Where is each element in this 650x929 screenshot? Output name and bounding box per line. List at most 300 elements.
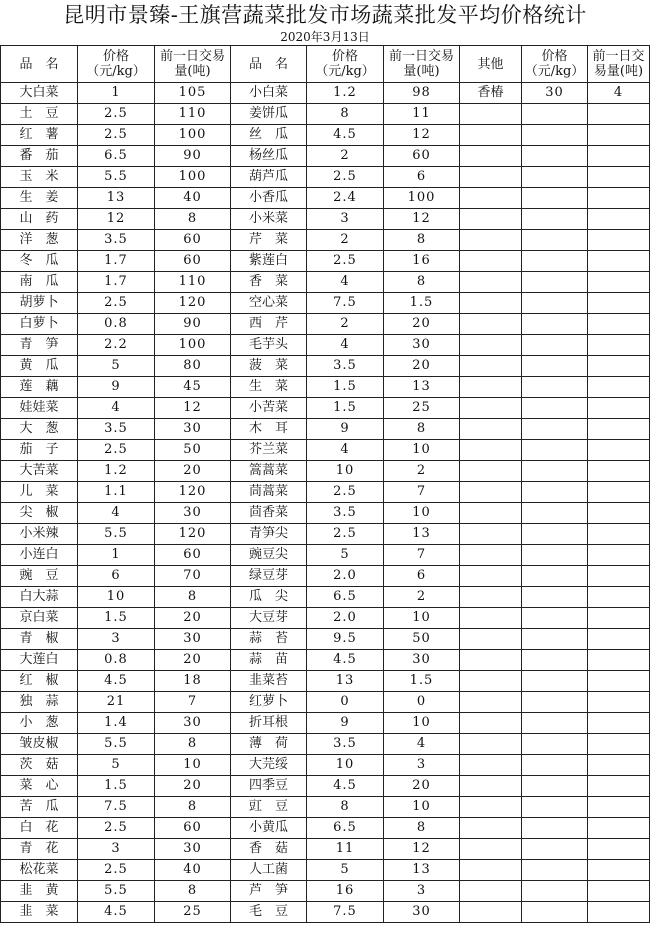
vegetable-price-cell: 0.8 bbox=[78, 650, 155, 671]
vegetable-volume-cell: 8 bbox=[384, 419, 460, 440]
other-name-cell bbox=[460, 545, 522, 566]
other-name-cell bbox=[460, 125, 522, 146]
vegetable-volume-cell: 25 bbox=[155, 902, 231, 923]
other-name-cell bbox=[460, 734, 522, 755]
table-row bbox=[1, 83, 650, 104]
vegetable-name-cell: 番 茄 bbox=[1, 146, 78, 167]
other-price-cell bbox=[522, 356, 588, 377]
vegetable-price-cell: 1.2 bbox=[307, 83, 384, 104]
other-price-cell bbox=[522, 608, 588, 629]
vegetable-price-cell: 3 bbox=[78, 839, 155, 860]
vegetable-volume-cell: 40 bbox=[155, 860, 231, 881]
vegetable-price-cell: 7.5 bbox=[307, 293, 384, 314]
vegetable-name-cell: 青笋尖 bbox=[231, 524, 307, 545]
other-volume-cell bbox=[588, 881, 650, 902]
other-price-cell bbox=[522, 167, 588, 188]
vegetable-volume-cell: 16 bbox=[384, 251, 460, 272]
other-price-cell bbox=[522, 671, 588, 692]
vegetable-price-cell: 1.5 bbox=[78, 776, 155, 797]
other-price-cell bbox=[522, 251, 588, 272]
vegetable-volume-cell: 7 bbox=[155, 692, 231, 713]
vegetable-price-cell: 6.5 bbox=[307, 818, 384, 839]
table-row bbox=[1, 419, 650, 440]
header-price-1: 价格（元/kg） bbox=[78, 46, 155, 83]
vegetable-volume-cell: 60 bbox=[384, 146, 460, 167]
vegetable-name-cell: 皱皮椒 bbox=[1, 734, 78, 755]
vegetable-volume-cell: 30 bbox=[384, 335, 460, 356]
other-price-cell bbox=[522, 419, 588, 440]
table-row bbox=[1, 314, 650, 335]
vegetable-volume-cell: 8 bbox=[155, 209, 231, 230]
other-name-cell bbox=[460, 482, 522, 503]
other-name-cell bbox=[460, 335, 522, 356]
vegetable-volume-cell: 90 bbox=[155, 146, 231, 167]
report-title: 昆明市景臻-王旗营蔬菜批发市场蔬菜批发平均价格统计 bbox=[63, 3, 587, 27]
vegetable-volume-cell: 18 bbox=[155, 671, 231, 692]
other-price-cell bbox=[522, 587, 588, 608]
other-price-cell bbox=[522, 377, 588, 398]
vegetable-price-cell: 2.4 bbox=[307, 188, 384, 209]
vegetable-volume-cell: 12 bbox=[384, 839, 460, 860]
vegetable-price-cell: 8 bbox=[307, 797, 384, 818]
vegetable-name-cell: 山 药 bbox=[1, 209, 78, 230]
vegetable-price-cell: 6.5 bbox=[78, 146, 155, 167]
vegetable-volume-cell: 2 bbox=[384, 587, 460, 608]
vegetable-volume-cell: 8 bbox=[155, 881, 231, 902]
vegetable-volume-cell: 1.5 bbox=[384, 671, 460, 692]
vegetable-price-cell: 1.5 bbox=[78, 608, 155, 629]
vegetable-name-cell: 香 菜 bbox=[231, 272, 307, 293]
vegetable-name-cell: 小黄瓜 bbox=[231, 818, 307, 839]
other-volume-cell bbox=[588, 146, 650, 167]
other-name-cell bbox=[460, 671, 522, 692]
vegetable-volume-cell: 30 bbox=[155, 629, 231, 650]
other-name-cell bbox=[460, 398, 522, 419]
vegetable-name-cell: 菜 心 bbox=[1, 776, 78, 797]
vegetable-volume-cell: 20 bbox=[155, 650, 231, 671]
vegetable-volume-cell: 6 bbox=[384, 566, 460, 587]
table-body bbox=[1, 83, 650, 923]
vegetable-price-cell: 2.5 bbox=[78, 125, 155, 146]
other-volume-cell bbox=[588, 503, 650, 524]
vegetable-price-cell: 3.5 bbox=[307, 503, 384, 524]
vegetable-price-cell: 21 bbox=[78, 692, 155, 713]
vegetable-volume-cell: 20 bbox=[155, 776, 231, 797]
vegetable-name-cell: 豇 豆 bbox=[231, 797, 307, 818]
vegetable-price-cell: 9 bbox=[307, 713, 384, 734]
table-row bbox=[1, 608, 650, 629]
vegetable-volume-cell: 13 bbox=[384, 524, 460, 545]
table-row bbox=[1, 881, 650, 902]
vegetable-volume-cell: 1.5 bbox=[384, 293, 460, 314]
other-price-cell bbox=[522, 755, 588, 776]
vegetable-volume-cell: 120 bbox=[155, 482, 231, 503]
vegetable-name-cell: 韭菜苔 bbox=[231, 671, 307, 692]
vegetable-name-cell: 豌 豆 bbox=[1, 566, 78, 587]
vegetable-name-cell: 茨 菇 bbox=[1, 755, 78, 776]
vegetable-name-cell: 小苦菜 bbox=[231, 398, 307, 419]
table-row bbox=[1, 251, 650, 272]
table-row bbox=[1, 629, 650, 650]
vegetable-volume-cell: 110 bbox=[155, 104, 231, 125]
vegetable-price-cell: 13 bbox=[307, 671, 384, 692]
header-name-3: 其他 bbox=[460, 46, 522, 83]
other-price-cell bbox=[522, 104, 588, 125]
vegetable-price-cell: 4.5 bbox=[307, 125, 384, 146]
table-row bbox=[1, 398, 650, 419]
other-price-cell bbox=[522, 692, 588, 713]
vegetable-volume-cell: 0 bbox=[384, 692, 460, 713]
other-volume-cell bbox=[588, 713, 650, 734]
vegetable-name-cell: 人工菌 bbox=[231, 860, 307, 881]
table-row bbox=[1, 482, 650, 503]
other-volume-cell bbox=[588, 251, 650, 272]
table-row bbox=[1, 860, 650, 881]
other-volume-cell: 4 bbox=[588, 83, 650, 104]
vegetable-name-cell: 豌豆尖 bbox=[231, 545, 307, 566]
vegetable-name-cell: 杨丝瓜 bbox=[231, 146, 307, 167]
vegetable-price-cell: 2.5 bbox=[78, 860, 155, 881]
other-name-cell bbox=[460, 272, 522, 293]
vegetable-price-cell: 5 bbox=[307, 545, 384, 566]
vegetable-price-cell: 2 bbox=[307, 146, 384, 167]
other-price-cell bbox=[522, 860, 588, 881]
price-table bbox=[0, 45, 650, 923]
other-name-cell bbox=[460, 713, 522, 734]
vegetable-price-cell: 2.0 bbox=[307, 608, 384, 629]
vegetable-volume-cell: 105 bbox=[155, 83, 231, 104]
table-row bbox=[1, 713, 650, 734]
vegetable-name-cell: 独 蒜 bbox=[1, 692, 78, 713]
table-row bbox=[1, 755, 650, 776]
vegetable-name-cell: 小米菜 bbox=[231, 209, 307, 230]
other-volume-cell bbox=[588, 209, 650, 230]
other-name-cell bbox=[460, 146, 522, 167]
vegetable-price-cell: 1 bbox=[78, 545, 155, 566]
vegetable-name-cell: 白萝卜 bbox=[1, 314, 78, 335]
vegetable-name-cell: 大白菜 bbox=[1, 83, 78, 104]
vegetable-name-cell: 黄 瓜 bbox=[1, 356, 78, 377]
vegetable-price-cell: 2.5 bbox=[307, 251, 384, 272]
other-name-cell bbox=[460, 692, 522, 713]
vegetable-name-cell: 大芫绥 bbox=[231, 755, 307, 776]
other-price-cell bbox=[522, 566, 588, 587]
vegetable-name-cell: 葫芦瓜 bbox=[231, 167, 307, 188]
other-price-cell bbox=[522, 293, 588, 314]
vegetable-volume-cell: 45 bbox=[155, 377, 231, 398]
vegetable-price-cell: 2.2 bbox=[78, 335, 155, 356]
other-name-cell bbox=[460, 419, 522, 440]
table-row bbox=[1, 335, 650, 356]
vegetable-name-cell: 小白菜 bbox=[231, 83, 307, 104]
table-row bbox=[1, 650, 650, 671]
other-price-cell bbox=[522, 461, 588, 482]
vegetable-name-cell: 小香瓜 bbox=[231, 188, 307, 209]
vegetable-volume-cell: 30 bbox=[384, 902, 460, 923]
vegetable-price-cell: 5.5 bbox=[78, 881, 155, 902]
vegetable-price-cell: 2.5 bbox=[307, 167, 384, 188]
table-row bbox=[1, 272, 650, 293]
table-row bbox=[1, 671, 650, 692]
vegetable-volume-cell: 3 bbox=[384, 881, 460, 902]
header-volume-1: 前一日交易量(吨) bbox=[155, 46, 231, 83]
other-name-cell bbox=[460, 818, 522, 839]
vegetable-name-cell: 尖 椒 bbox=[1, 503, 78, 524]
vegetable-volume-cell: 50 bbox=[384, 629, 460, 650]
vegetable-name-cell: 大莲白 bbox=[1, 650, 78, 671]
vegetable-name-cell: 姜饼瓜 bbox=[231, 104, 307, 125]
vegetable-name-cell: 冬 瓜 bbox=[1, 251, 78, 272]
vegetable-name-cell: 小连白 bbox=[1, 545, 78, 566]
vegetable-price-cell: 5 bbox=[307, 860, 384, 881]
vegetable-price-cell: 7.5 bbox=[78, 797, 155, 818]
other-volume-cell bbox=[588, 545, 650, 566]
other-name-cell bbox=[460, 587, 522, 608]
table-row bbox=[1, 797, 650, 818]
vegetable-name-cell: 紫莲白 bbox=[231, 251, 307, 272]
vegetable-name-cell: 红 薯 bbox=[1, 125, 78, 146]
vegetable-volume-cell: 30 bbox=[155, 503, 231, 524]
other-price-cell bbox=[522, 629, 588, 650]
vegetable-name-cell: 毛 豆 bbox=[231, 902, 307, 923]
vegetable-price-cell: 4.5 bbox=[78, 902, 155, 923]
other-price-cell bbox=[522, 272, 588, 293]
other-name-cell bbox=[460, 167, 522, 188]
vegetable-price-cell: 2 bbox=[307, 314, 384, 335]
vegetable-name-cell: 西 芹 bbox=[231, 314, 307, 335]
vegetable-price-cell: 1.7 bbox=[78, 251, 155, 272]
vegetable-price-cell: 16 bbox=[307, 881, 384, 902]
header-volume-2: 前一日交易量(吨) bbox=[384, 46, 460, 83]
other-volume-cell bbox=[588, 272, 650, 293]
vegetable-volume-cell: 110 bbox=[155, 272, 231, 293]
vegetable-name-cell: 小米辣 bbox=[1, 524, 78, 545]
other-name-cell bbox=[460, 860, 522, 881]
other-name-cell bbox=[460, 209, 522, 230]
vegetable-price-cell: 11 bbox=[307, 839, 384, 860]
other-price-cell bbox=[522, 713, 588, 734]
other-volume-cell bbox=[588, 650, 650, 671]
vegetable-volume-cell: 20 bbox=[155, 461, 231, 482]
vegetable-price-cell: 2 bbox=[307, 230, 384, 251]
other-volume-cell bbox=[588, 230, 650, 251]
vegetable-volume-cell: 20 bbox=[155, 608, 231, 629]
vegetable-volume-cell: 90 bbox=[155, 314, 231, 335]
vegetable-volume-cell: 4 bbox=[384, 734, 460, 755]
other-price-cell bbox=[522, 335, 588, 356]
vegetable-volume-cell: 10 bbox=[384, 503, 460, 524]
other-volume-cell bbox=[588, 314, 650, 335]
other-name-cell bbox=[460, 230, 522, 251]
other-name-cell bbox=[460, 755, 522, 776]
header-volume-3: 前一日交易量(吨) bbox=[588, 46, 650, 83]
other-volume-cell bbox=[588, 335, 650, 356]
vegetable-name-cell: 胡萝卜 bbox=[1, 293, 78, 314]
vegetable-name-cell: 菠 菜 bbox=[231, 356, 307, 377]
vegetable-name-cell: 娃娃菜 bbox=[1, 398, 78, 419]
vegetable-volume-cell: 80 bbox=[155, 356, 231, 377]
vegetable-price-cell: 4 bbox=[307, 272, 384, 293]
other-name-cell bbox=[460, 314, 522, 335]
other-name-cell bbox=[460, 776, 522, 797]
other-price-cell bbox=[522, 188, 588, 209]
other-name-cell bbox=[460, 881, 522, 902]
other-name-cell bbox=[460, 503, 522, 524]
vegetable-volume-cell: 10 bbox=[384, 608, 460, 629]
other-volume-cell bbox=[588, 293, 650, 314]
vegetable-volume-cell: 100 bbox=[155, 125, 231, 146]
other-volume-cell bbox=[588, 356, 650, 377]
other-name-cell: 香椿 bbox=[460, 83, 522, 104]
header-price-2: 价格（元/kg） bbox=[307, 46, 384, 83]
vegetable-price-cell: 2.5 bbox=[78, 293, 155, 314]
vegetable-name-cell: 韭 菜 bbox=[1, 902, 78, 923]
vegetable-name-cell: 木 耳 bbox=[231, 419, 307, 440]
other-price-cell bbox=[522, 503, 588, 524]
other-price-cell bbox=[522, 398, 588, 419]
vegetable-name-cell: 苦 瓜 bbox=[1, 797, 78, 818]
other-price-cell bbox=[522, 650, 588, 671]
other-name-cell bbox=[460, 251, 522, 272]
other-volume-cell bbox=[588, 860, 650, 881]
vegetable-volume-cell: 100 bbox=[155, 167, 231, 188]
table-row bbox=[1, 566, 650, 587]
other-volume-cell bbox=[588, 398, 650, 419]
vegetable-name-cell: 白 花 bbox=[1, 818, 78, 839]
vegetable-price-cell: 1.5 bbox=[307, 377, 384, 398]
vegetable-price-cell: 1.7 bbox=[78, 272, 155, 293]
vegetable-name-cell: 薄 荷 bbox=[231, 734, 307, 755]
vegetable-price-cell: 0.8 bbox=[78, 314, 155, 335]
vegetable-name-cell: 韭 黄 bbox=[1, 881, 78, 902]
vegetable-name-cell: 四季豆 bbox=[231, 776, 307, 797]
vegetable-name-cell: 玉 米 bbox=[1, 167, 78, 188]
vegetable-name-cell: 生 姜 bbox=[1, 188, 78, 209]
other-volume-cell bbox=[588, 902, 650, 923]
table-row bbox=[1, 230, 650, 251]
other-volume-cell bbox=[588, 377, 650, 398]
table-row bbox=[1, 461, 650, 482]
vegetable-name-cell: 青 笋 bbox=[1, 335, 78, 356]
vegetable-volume-cell: 10 bbox=[384, 440, 460, 461]
vegetable-name-cell: 青 花 bbox=[1, 839, 78, 860]
other-price-cell bbox=[522, 776, 588, 797]
vegetable-price-cell: 1.2 bbox=[78, 461, 155, 482]
vegetable-price-cell: 6.5 bbox=[307, 587, 384, 608]
other-name-cell bbox=[460, 293, 522, 314]
other-volume-cell bbox=[588, 587, 650, 608]
vegetable-volume-cell: 8 bbox=[155, 587, 231, 608]
vegetable-price-cell: 1.1 bbox=[78, 482, 155, 503]
vegetable-price-cell: 2.0 bbox=[307, 566, 384, 587]
other-volume-cell bbox=[588, 797, 650, 818]
other-name-cell bbox=[460, 461, 522, 482]
vegetable-price-cell: 9 bbox=[307, 419, 384, 440]
vegetable-price-cell: 5 bbox=[78, 356, 155, 377]
vegetable-name-cell: 毛芋头 bbox=[231, 335, 307, 356]
other-price-cell bbox=[522, 734, 588, 755]
vegetable-name-cell: 空心菜 bbox=[231, 293, 307, 314]
vegetable-price-cell: 5.5 bbox=[78, 167, 155, 188]
vegetable-price-cell: 10 bbox=[78, 587, 155, 608]
vegetable-price-cell: 1.5 bbox=[307, 398, 384, 419]
other-name-cell bbox=[460, 797, 522, 818]
vegetable-price-cell: 4 bbox=[78, 503, 155, 524]
vegetable-name-cell: 茴香菜 bbox=[231, 503, 307, 524]
vegetable-name-cell: 京白菜 bbox=[1, 608, 78, 629]
vegetable-price-cell: 13 bbox=[78, 188, 155, 209]
vegetable-price-cell: 5 bbox=[78, 755, 155, 776]
vegetable-price-cell: 2.5 bbox=[78, 818, 155, 839]
vegetable-name-cell: 篙蒿菜 bbox=[231, 461, 307, 482]
vegetable-price-cell: 2.5 bbox=[78, 104, 155, 125]
other-volume-cell bbox=[588, 776, 650, 797]
table-row bbox=[1, 440, 650, 461]
table-row bbox=[1, 377, 650, 398]
vegetable-name-cell: 白大蒜 bbox=[1, 587, 78, 608]
vegetable-name-cell: 瓜 尖 bbox=[231, 587, 307, 608]
vegetable-volume-cell: 12 bbox=[155, 398, 231, 419]
other-price-cell bbox=[522, 230, 588, 251]
vegetable-volume-cell: 70 bbox=[155, 566, 231, 587]
vegetable-name-cell: 蒜 苔 bbox=[231, 629, 307, 650]
other-volume-cell bbox=[588, 692, 650, 713]
vegetable-price-cell: 4 bbox=[78, 398, 155, 419]
other-name-cell bbox=[460, 188, 522, 209]
vegetable-price-cell: 1.4 bbox=[78, 713, 155, 734]
other-price-cell bbox=[522, 314, 588, 335]
vegetable-price-cell: 7.5 bbox=[307, 902, 384, 923]
other-price-cell bbox=[522, 545, 588, 566]
table-row bbox=[1, 356, 650, 377]
other-price-cell bbox=[522, 482, 588, 503]
vegetable-volume-cell: 6 bbox=[384, 167, 460, 188]
vegetable-name-cell: 南 瓜 bbox=[1, 272, 78, 293]
vegetable-name-cell: 折耳根 bbox=[231, 713, 307, 734]
table-row bbox=[1, 125, 650, 146]
other-volume-cell bbox=[588, 461, 650, 482]
table-row bbox=[1, 209, 650, 230]
other-price-cell bbox=[522, 146, 588, 167]
vegetable-volume-cell: 11 bbox=[384, 104, 460, 125]
vegetable-volume-cell: 10 bbox=[384, 797, 460, 818]
vegetable-name-cell: 红 椒 bbox=[1, 671, 78, 692]
vegetable-volume-cell: 60 bbox=[155, 818, 231, 839]
other-price-cell bbox=[522, 797, 588, 818]
vegetable-volume-cell: 120 bbox=[155, 524, 231, 545]
vegetable-price-cell: 2.5 bbox=[78, 440, 155, 461]
other-volume-cell bbox=[588, 188, 650, 209]
vegetable-name-cell: 松花菜 bbox=[1, 860, 78, 881]
vegetable-price-cell: 3.5 bbox=[307, 356, 384, 377]
vegetable-price-cell: 3 bbox=[307, 209, 384, 230]
vegetable-volume-cell: 8 bbox=[155, 734, 231, 755]
vegetable-volume-cell: 100 bbox=[155, 335, 231, 356]
vegetable-volume-cell: 13 bbox=[384, 860, 460, 881]
vegetable-price-cell: 3 bbox=[78, 629, 155, 650]
vegetable-price-cell: 8 bbox=[307, 104, 384, 125]
other-price-cell bbox=[522, 524, 588, 545]
vegetable-name-cell: 茼蒿菜 bbox=[231, 482, 307, 503]
vegetable-volume-cell: 60 bbox=[155, 230, 231, 251]
header-price-3: 价格（元/kg） bbox=[522, 46, 588, 83]
other-name-cell bbox=[460, 839, 522, 860]
vegetable-name-cell: 莲 藕 bbox=[1, 377, 78, 398]
vegetable-name-cell: 芥兰菜 bbox=[231, 440, 307, 461]
table-row bbox=[1, 692, 650, 713]
vegetable-volume-cell: 8 bbox=[384, 230, 460, 251]
vegetable-volume-cell: 12 bbox=[384, 125, 460, 146]
